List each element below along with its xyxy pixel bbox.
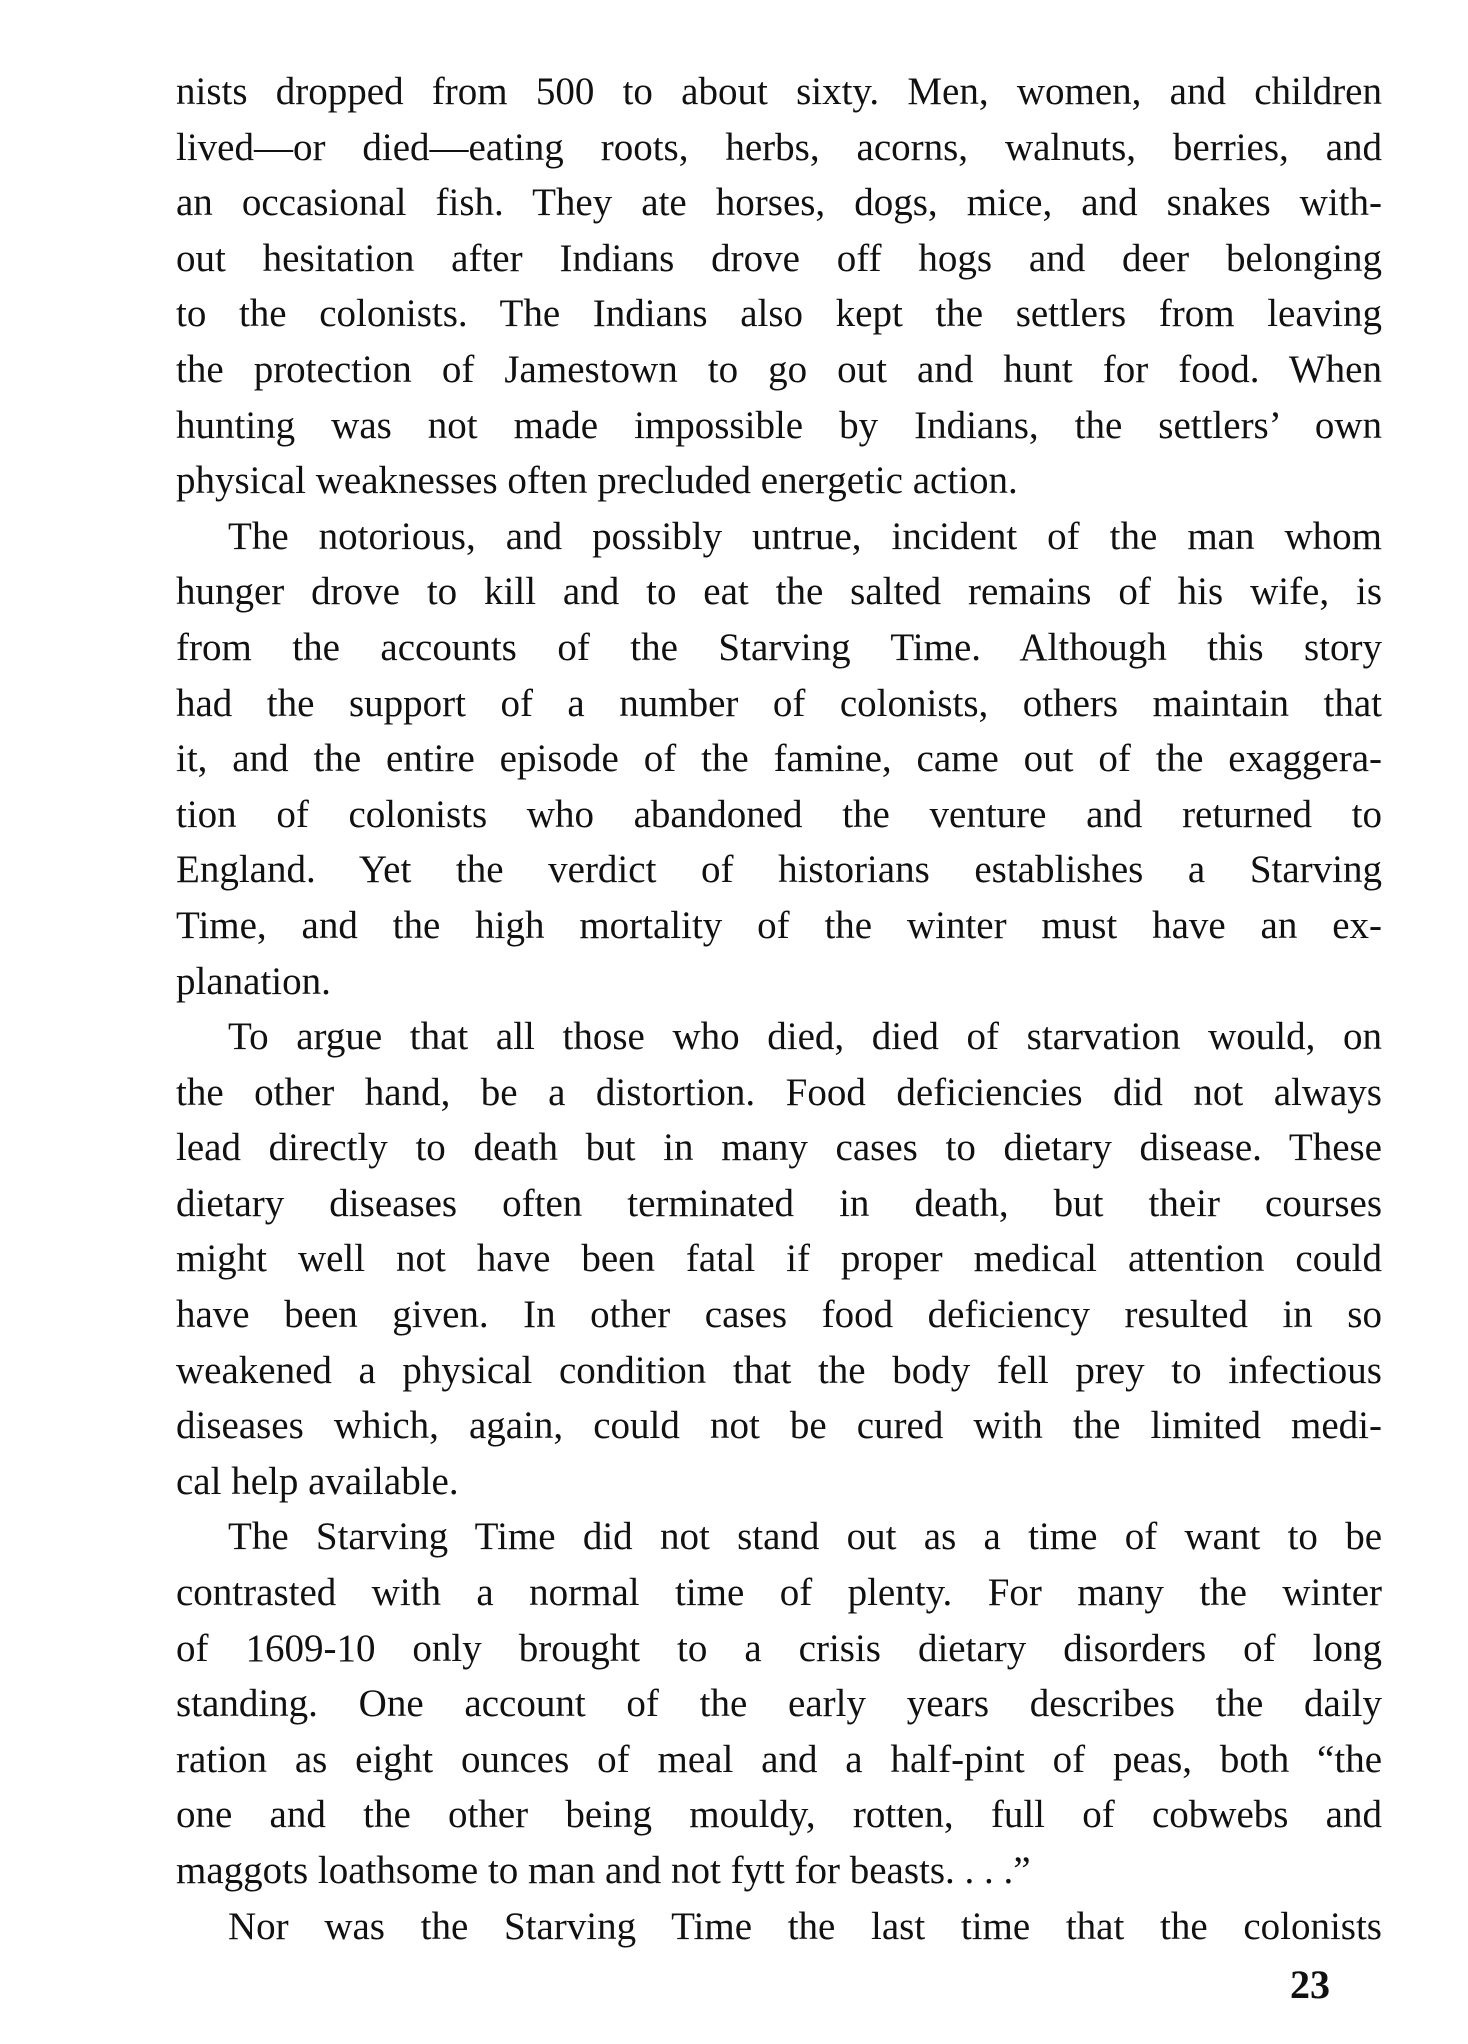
- text-line: hunting was not made impossible by Indians, the settlers’ own: [176, 403, 1382, 447]
- text-line: England. Yet the verdict of historians establishes a Starving: [176, 848, 1382, 892]
- text-line: dietary diseases often terminated in death, but their courses: [176, 1181, 1382, 1225]
- text-line: contrasted with a normal time of plenty. For many the winter: [176, 1571, 1382, 1615]
- text-line: Nor was the Starving Time the last time that the colonists: [228, 1904, 1382, 1948]
- paragraph: [176, 1009, 1382, 1509]
- paragraph: [176, 1899, 1382, 1955]
- text-line: lived—or died—eating roots, herbs, acorns, walnuts, berries, and: [176, 125, 1382, 169]
- text-line: the protection of Jamestown to go out and hunt for food. When: [176, 347, 1382, 391]
- text-line: ration as eight ounces of meal and a half-pint of peas, both “the: [176, 1737, 1382, 1781]
- text-line: an occasional fish. They ate horses, dogs, mice, and snakes with-: [176, 181, 1382, 225]
- text-line: The Starving Time did not stand out as a time of want to be: [228, 1515, 1382, 1559]
- text-line: planation.: [176, 959, 331, 1003]
- text-line: might well not have been fatal if proper medical attention could: [176, 1237, 1382, 1281]
- text-line: had the support of a number of colonists, others maintain that: [176, 681, 1382, 725]
- paragraph: [176, 1509, 1382, 1898]
- paragraph: [176, 509, 1382, 1009]
- text-line: cal help available.: [176, 1459, 459, 1503]
- text-line: the other hand, be a distortion. Food deficiencies did not always: [176, 1070, 1382, 1114]
- text-line: maggots loathsome to man and not fytt for beasts. . . .”: [176, 1849, 1031, 1892]
- text-line: To argue that all those who died, died of starvation would, on: [228, 1015, 1382, 1059]
- text-line: to the colonists. The Indians also kept the settlers from leaving: [176, 292, 1382, 336]
- text-line: standing. One account of the early years describes the daily: [176, 1682, 1382, 1726]
- text-line: of 1609-10 only brought to a crisis dietary disorders of long: [176, 1626, 1382, 1670]
- text-line: diseases which, again, could not be cured with the limited medi-: [176, 1404, 1382, 1448]
- text-line: one and the other being mouldy, rotten, full of cobwebs and: [176, 1793, 1382, 1837]
- text-line: have been given. In other cases food deficiency resulted in so: [176, 1293, 1382, 1337]
- paragraph: [176, 64, 1382, 509]
- text-line: nists dropped from 500 to about sixty. Men, women, and children: [176, 70, 1382, 113]
- text-line: weakened a physical condition that the body fell prey to infectious: [176, 1348, 1382, 1392]
- page-number: 23: [1290, 1962, 1330, 2007]
- text-line: lead directly to death but in many cases to dietary disease. These: [176, 1126, 1382, 1170]
- text-line: physical weaknesses often precluded energetic action.: [176, 459, 1018, 503]
- text-line: out hesitation after Indians drove off hogs and deer belonging: [176, 236, 1382, 280]
- text-line: hunger drove to kill and to eat the salted remains of his wife, is: [176, 570, 1382, 614]
- text-line: tion of colonists who abandoned the venture and returned to: [176, 792, 1382, 836]
- text-line: from the accounts of the Starving Time. Although this story: [176, 625, 1382, 669]
- text-line: The notorious, and possibly untrue, incident of the man whom: [228, 514, 1382, 558]
- text-line: Time, and the high mortality of the winter must have an ex-: [176, 903, 1382, 947]
- text-line: it, and the entire episode of the famine, came out of the exaggera-: [176, 737, 1382, 781]
- body-text: [176, 64, 1382, 1954]
